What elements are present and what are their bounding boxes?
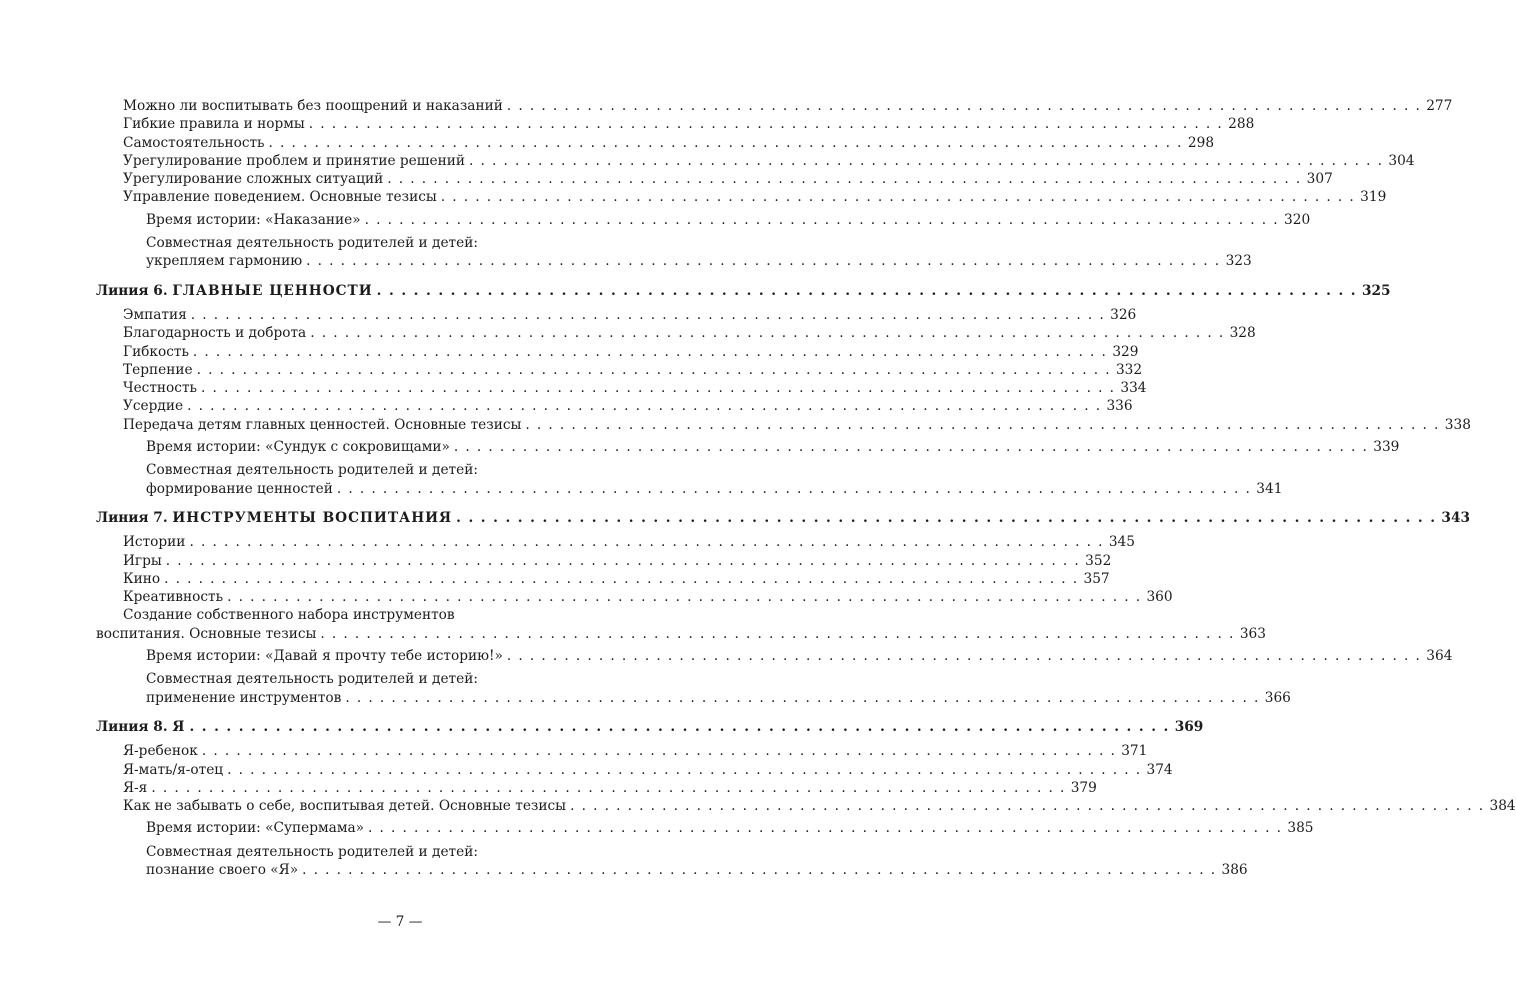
chapter-title: [96, 718, 185, 736]
chapter-prefix: Линия 7.: [96, 509, 168, 526]
toc-entry-title-line1: Совместная деятельность родителей и детей:: [146, 843, 478, 860]
toc-entry[interactable]: [96, 843, 1248, 880]
dot-leader: . . . . . . . . . . . . . . . . . . . . . . . . . . . . . . . . . . . . . . . . . . . . . . . . . . . . . . . . . . . . . . . . . . . . . . . . . . . . . . . .: [387, 171, 1302, 188]
dot-leader: . . . . . . . . . . . . . . . . . . . . . . . . . . . . . . . . . . . . . . . . . . . . . . . . . . . . . . . . . . . . . . . . . . . . . . . . . . . . . . . .: [187, 398, 1102, 415]
toc-entry[interactable]: [96, 416, 1471, 434]
toc-page-number: 386: [1221, 861, 1248, 878]
toc-entry[interactable]: [96, 379, 1147, 397]
toc-entry-title-line1: Создание собственного набора инструментов: [123, 607, 455, 624]
toc-entry[interactable]: [96, 670, 1291, 707]
chapter-name: ИНСТРУМЕНТЫ ВОСПИТАНИЯ: [172, 509, 453, 526]
toc-entry-title: Усердие: [123, 398, 184, 415]
toc-entry-title: Можно ли воспитывать без поощрений и наказаний: [123, 98, 503, 114]
dot-leader: . . . . . . . . . . . . . . . . . . . . . . . . . . . . . . . . . . . . . . . . . . . . . . . . . . . . . . . . . . . . . . . . . . . . . . . . . . . . . . . .: [192, 343, 1108, 360]
dot-leader: . . . . . . . . . . . . . . . . . . . . . . . . . . . . . . . . . . . . . . . . . . . . . . . . . . . . . . . . . . . . . . . . . . . . . . . . . . . . . . . .: [310, 325, 1225, 342]
dot-leader: . . . . . . . . . . . . . . . . . . . . . . . . . . . . . . . . . . . . . . . . . . . . . . . . . . . . . . . . . . . . . . . . . . . . . . . . . . . . . . . .: [506, 98, 1422, 114]
toc-entry-title: Терпение: [123, 361, 193, 378]
toc-page-number: 343: [1441, 509, 1470, 526]
toc-entry-title: Урегулирование сложных ситуаций: [123, 171, 384, 188]
toc-entry-title: Время истории: «Давай я прочту тебе историю!»: [146, 648, 503, 665]
toc-page-number: 325: [1361, 282, 1391, 299]
toc-entry[interactable]: [96, 588, 1173, 606]
toc-entry[interactable]: [96, 552, 1112, 570]
toc-page-number: 277: [1426, 98, 1453, 114]
toc-page-number: 320: [1284, 211, 1311, 228]
dot-leader: . . . . . . . . . . . . . . . . . . . . . . . . . . . . . . . . . . . . . . . . . . . . . . . . . . . . . . . . . . . . . . . . . . . . . . . . . . . . . . . .: [440, 189, 1356, 206]
dot-leader: . . . . . . . . . . . . . . . . . . . . . . . . . . . . . . . . . . . . . . . . . . . . . . . . . . . . . . . . . . . . . . . . . . . . . . . . . . . . . . . .: [468, 152, 1384, 169]
toc-entry-title: Передача детям главных ценностей. Основные тезисы: [123, 416, 522, 433]
dot-leader: . . . . . . . . . . . . . . . . . . . . . . . . . . . . . . . . . . . . . . . . . . . . . . . . . . . . . . . . . . . . . . . . . . . . . . . . . . . . . . . .: [151, 779, 1066, 796]
toc-page-number: 319: [1360, 189, 1387, 206]
toc-entry[interactable]: [96, 570, 1110, 588]
dot-leader: . . . . . . . . . . . . . . . . . . . . . . . . . . . . . . . . . . . . . . . . . . . . . . . . . . . . . . . . . . . . . . . . . . . . . . . . . . . . . . . .: [376, 282, 1357, 299]
toc-entry-title: Я-мать/я-отец: [123, 761, 224, 778]
toc-entry-title: Гибкость: [123, 343, 189, 360]
chapter-prefix: Линия 8.: [96, 718, 168, 735]
toc-entry[interactable]: [96, 188, 1387, 206]
toc-entry-title: Время истории: «Наказание»: [146, 211, 361, 228]
toc-page-number: 339: [1373, 439, 1400, 456]
toc-entry[interactable]: [96, 533, 1135, 551]
toc-entry[interactable]: [96, 461, 1283, 498]
toc-entry[interactable]: [96, 152, 1415, 170]
toc-page-number: 384: [1489, 798, 1516, 815]
toc-entry[interactable]: [96, 306, 1137, 324]
toc-entry-title: Как не забывать о себе, воспитывая детей. Основные тезисы: [123, 798, 567, 815]
dot-leader: . . . . . . . . . . . . . . . . . . . . . . . . . . . . . . . . . . . . . . . . . . . . . . . . . . . . . . . . . . . . . . . . . . . . . . . . . . . . . . . .: [190, 306, 1106, 323]
dot-leader: . . . . . . . . . . . . . . . . . . . . . . . . . . . . . . . . . . . . . . . . . . . . . . . . . . . . . . . . . . . . . . . . . . . . . . . . . . . . . . . .: [570, 798, 1485, 815]
toc-entry-title: воспитания. Основные тезисы: [96, 625, 317, 642]
toc-entry-title-line1: Совместная деятельность родителей и детей:: [146, 235, 478, 252]
toc-page-number: 307: [1306, 171, 1333, 188]
dot-leader: . . . . . . . . . . . . . . . . . . . . . . . . . . . . . . . . . . . . . . . . . . . . . . . . . . . . . . . . . . . . . . . . . . . . . . . . . . . . . . . .: [189, 534, 1104, 551]
toc-entry-title: формирование ценностей: [146, 480, 333, 497]
toc-page-number: 329: [1112, 343, 1139, 360]
dot-leader: . . . . . . . . . . . . . . . . . . . . . . . . . . . . . . . . . . . . . . . . . . . . . . . . . . . . . . . . . . . . . . . . . . . . . . . . . . . . . . . .: [308, 116, 1224, 133]
toc-entry-title: Кино: [123, 570, 161, 587]
toc-entry-title: Гибкие правила и нормы: [123, 116, 305, 133]
toc-page-number: 336: [1106, 398, 1133, 415]
toc-entry-title-line1: Совместная деятельность родителей и детей:: [146, 671, 478, 688]
toc-page-number: 379: [1070, 779, 1097, 796]
toc-entry-title: укрепляем гармонию: [146, 253, 303, 270]
dot-leader: . . . . . . . . . . . . . . . . . . . . . . . . . . . . . . . . . . . . . . . . . . . . . . . . . . . . . . . . . . . . . . . . . . . . . . . . . . . . . . . .: [165, 552, 1081, 569]
toc-entry[interactable]: [96, 211, 1311, 229]
dot-leader: . . . . . . . . . . . . . . . . . . . . . . . . . . . . . . . . . . . . . . . . . . . . . . . . . . . . . . . . . . . . . . . . . . . . . . . . . . . . . . . .: [268, 134, 1183, 151]
toc-page-number: 328: [1229, 325, 1256, 342]
toc-entry-title-line1: Совместная деятельность родителей и детей:: [146, 462, 478, 479]
dot-leader: . . . . . . . . . . . . . . . . . . . . . . . . . . . . . . . . . . . . . . . . . . . . . . . . . . . . . . . . . . . . . . . . . . . . . . . . . . . . . . . .: [364, 211, 1280, 228]
toc-entry[interactable]: [96, 797, 1516, 815]
chapter-title: [96, 282, 373, 300]
toc-page-number: 360: [1146, 589, 1173, 606]
page-number: — 7 —: [377, 914, 423, 930]
chapter-title: [96, 509, 452, 527]
toc-entry-title: Эмпатия: [123, 306, 187, 323]
dot-leader: . . . . . . . . . . . . . . . . . . . . . . . . . . . . . . . . . . . . . . . . . . . . . . . . . . . . . . . . . . . . . . . . . . . . . . . . . . . . . . . .: [506, 648, 1422, 665]
toc-chapter[interactable]: [96, 282, 1391, 300]
toc-entry[interactable]: [96, 438, 1400, 456]
toc-entry-title: Самостоятельность: [123, 134, 265, 151]
toc-entry[interactable]: [96, 343, 1139, 361]
toc-page-number: 363: [1239, 625, 1266, 642]
toc-page-number: 371: [1121, 743, 1148, 760]
dot-leader: . . . . . . . . . . . . . . . . . . . . . . . . . . . . . . . . . . . . . . . . . . . . . . . . . . . . . . . . . . . . . . . . . . . . . . . . . . . . . . . .: [196, 361, 1111, 378]
dot-leader: . . . . . . . . . . . . . . . . . . . . . . . . . . . . . . . . . . . . . . . . . . . . . . . . . . . . . . . . . . . . . . . . . . . . . . . . . . . . . . . .: [189, 718, 1170, 735]
toc-page-number: 352: [1085, 552, 1112, 569]
toc-page-number: 369: [1174, 718, 1204, 735]
toc-entry[interactable]: [96, 170, 1333, 188]
chapter-name: Я: [172, 718, 186, 735]
toc-page-number: 357: [1083, 570, 1110, 587]
toc-page-number: 341: [1256, 480, 1283, 497]
dot-leader: . . . . . . . . . . . . . . . . . . . . . . . . . . . . . . . . . . . . . . . . . . . . . . . . . . . . . . . . . . . . . . . . . . . . . . . . . . . . . . . .: [525, 416, 1440, 433]
toc-chapter[interactable]: [96, 509, 1470, 527]
toc-entry[interactable]: [96, 819, 1314, 837]
toc-page-number: 385: [1287, 820, 1314, 837]
toc-page-number: 366: [1264, 689, 1291, 706]
toc-page-number: 374: [1146, 761, 1173, 778]
toc-entry-title: познание своего «Я»: [146, 861, 299, 878]
toc-entry[interactable]: [96, 742, 1148, 760]
dot-leader: . . . . . . . . . . . . . . . . . . . . . . . . . . . . . . . . . . . . . . . . . . . . . . . . . . . . . . . . . . . . . . . . . . . . . . . . . . . . . . . .: [456, 509, 1437, 526]
toc-page-number: 334: [1120, 380, 1147, 397]
dot-leader: . . . . . . . . . . . . . . . . . . . . . . . . . . . . . . . . . . . . . . . . . . . . . . . . . . . . . . . . . . . . . . . . . . . . . . . . . . . . . . . .: [302, 861, 1217, 878]
toc-page-number: 338: [1444, 416, 1471, 433]
toc-entry-title: Я-я: [123, 779, 148, 796]
toc-entry-title: применение инструментов: [146, 689, 342, 706]
toc-page-number: 364: [1426, 648, 1453, 665]
toc-entry[interactable]: [96, 761, 1173, 779]
toc-entry-title: Время истории: «Супермама»: [146, 820, 364, 837]
toc-entry[interactable]: [96, 134, 1215, 152]
dot-leader: . . . . . . . . . . . . . . . . . . . . . . . . . . . . . . . . . . . . . . . . . . . . . . . . . . . . . . . . . . . . . . . . . . . . . . . . . . . . . . . .: [227, 761, 1142, 778]
toc-entry[interactable]: [96, 97, 1453, 115]
toc-entry[interactable]: [96, 647, 1453, 665]
toc-entry-title: Игры: [123, 552, 162, 569]
toc-entry-title: Урегулирование проблем и принятие решений: [123, 152, 465, 169]
toc-page-number: 298: [1187, 134, 1215, 151]
chapter-prefix: Линия 6.: [96, 282, 168, 299]
dot-leader: . . . . . . . . . . . . . . . . . . . . . . . . . . . . . . . . . . . . . . . . . . . . . . . . . . . . . . . . . . . . . . . . . . . . . . . . . . . . . . . .: [453, 439, 1369, 456]
toc-entry-title: Благодарность и доброта: [123, 325, 307, 342]
toc-entry-title: Я-ребенок: [123, 743, 198, 760]
dot-leader: . . . . . . . . . . . . . . . . . . . . . . . . . . . . . . . . . . . . . . . . . . . . . . . . . . . . . . . . . . . . . . . . . . . . . . . . . . . . . . . .: [336, 480, 1252, 497]
toc-page-number: 323: [1225, 253, 1252, 270]
toc-entry-title: Креативность: [123, 589, 224, 606]
dot-leader: . . . . . . . . . . . . . . . . . . . . . . . . . . . . . . . . . . . . . . . . . . . . . . . . . . . . . . . . . . . . . . . . . . . . . . . . . . . . . . . .: [200, 380, 1116, 397]
dot-leader: . . . . . . . . . . . . . . . . . . . . . . . . . . . . . . . . . . . . . . . . . . . . . . . . . . . . . . . . . . . . . . . . . . . . . . . . . . . . . . . .: [164, 570, 1079, 587]
table-of-contents: [96, 97, 1516, 879]
dot-leader: . . . . . . . . . . . . . . . . . . . . . . . . . . . . . . . . . . . . . . . . . . . . . . . . . . . . . . . . . . . . . . . . . . . . . . . . . . . . . . . .: [227, 589, 1142, 606]
dot-leader: . . . . . . . . . . . . . . . . . . . . . . . . . . . . . . . . . . . . . . . . . . . . . . . . . . . . . . . . . . . . . . . . . . . . . . . . . . . . . . . .: [345, 689, 1260, 706]
dot-leader: . . . . . . . . . . . . . . . . . . . . . . . . . . . . . . . . . . . . . . . . . . . . . . . . . . . . . . . . . . . . . . . . . . . . . . . . . . . . . . . .: [368, 820, 1283, 837]
toc-entry-title: Честность: [123, 380, 197, 397]
toc-page-number: 326: [1110, 306, 1137, 323]
toc-page-number: 345: [1108, 534, 1135, 551]
dot-leader: . . . . . . . . . . . . . . . . . . . . . . . . . . . . . . . . . . . . . . . . . . . . . . . . . . . . . . . . . . . . . . . . . . . . . . . . . . . . . . . .: [320, 625, 1235, 642]
toc-entry-title: Время истории: «Сундук с сокровищами»: [146, 439, 450, 456]
toc-entry[interactable]: [96, 606, 1266, 643]
toc-page-number: 304: [1388, 152, 1415, 169]
toc-entry[interactable]: [96, 361, 1143, 379]
dot-leader: . . . . . . . . . . . . . . . . . . . . . . . . . . . . . . . . . . . . . . . . . . . . . . . . . . . . . . . . . . . . . . . . . . . . . . . . . . . . . . . .: [201, 743, 1117, 760]
toc-entry[interactable]: [96, 779, 1097, 797]
toc-chapter[interactable]: [96, 718, 1204, 736]
chapter-name: ГЛАВНЫЕ ЦЕННОСТИ: [172, 282, 373, 299]
toc-page-number: 332: [1115, 361, 1143, 378]
toc-entry[interactable]: [96, 234, 1252, 271]
toc-page-number: 288: [1228, 116, 1255, 133]
toc-entry-title: Управление поведением. Основные тезисы: [123, 189, 437, 206]
dot-leader: . . . . . . . . . . . . . . . . . . . . . . . . . . . . . . . . . . . . . . . . . . . . . . . . . . . . . . . . . . . . . . . . . . . . . . . . . . . . . . . .: [306, 253, 1221, 270]
toc-entry[interactable]: [96, 115, 1255, 133]
toc-entry[interactable]: [96, 324, 1256, 342]
toc-entry[interactable]: [96, 397, 1133, 415]
toc-entry-title: Истории: [123, 534, 186, 551]
